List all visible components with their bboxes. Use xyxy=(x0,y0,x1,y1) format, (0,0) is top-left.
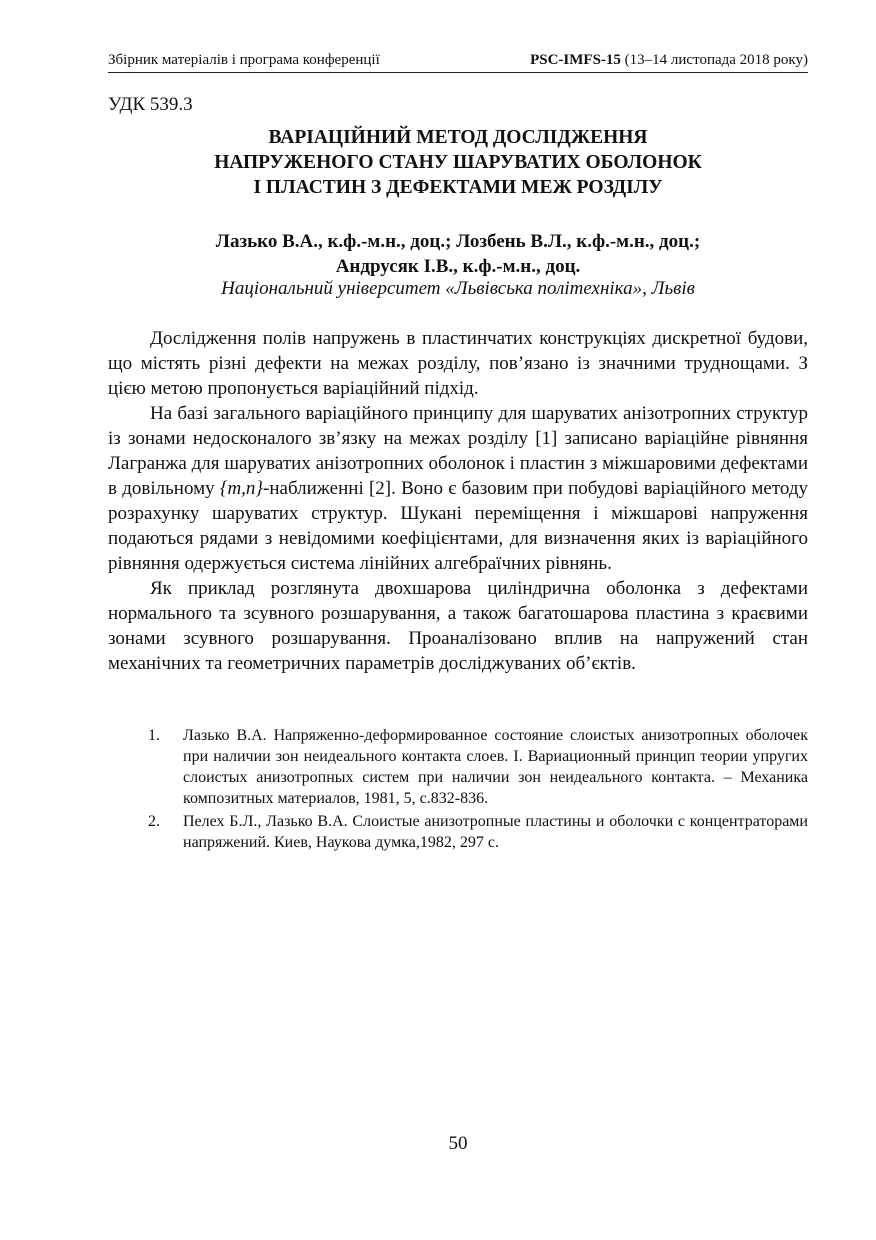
paragraph-2-start: На базі загального варіаційного принципу для шаруватих анізотропних структур із зонами недосконалого зв’язку на межах розділу [1] записано варіаційне рівняння Лагранжа для шаруватих анізотропних оболонок і пластин з міжшаровими дефектами в довільному xyxy=(108,403,808,499)
header-conference-code: PSC-IMFS-15 xyxy=(530,52,621,68)
reference-text: Лазько В.А. Напряженно-деформированное состояние слоистых анизотропных оболочек при наличии зон неидеального контакта слоев. I. Вариационный принцип теории упругих слоистых анизотропных систем при наличии зон неидеального контакта. – Механика композитных материалов, 1981, 5, с.832-836. xyxy=(183,727,808,807)
title-line-1: ВАРІАЦІЙНИЙ МЕТОД ДОСЛІДЖЕННЯ xyxy=(268,127,648,148)
paragraph-3: Як приклад розглянута двохшарова циліндрична оболонка з дефектами нормального та зсувного розшарування, а також багатошарова пластина з краєвими зонами зсувного розшарування. Проаналізовано вплив на напружений стан механічних та геометричних параметрів досліджуваних об’єктів. xyxy=(108,578,808,674)
udc-code: УДК 539.3 xyxy=(108,94,193,115)
reference-number: 1. xyxy=(148,727,160,744)
title-line-3: І ПЛАСТИН З ДЕФЕКТАМИ МЕЖ РОЗДІЛУ xyxy=(253,177,663,198)
header-conference-dates: (13–14 листопада 2018 року) xyxy=(620,52,808,68)
header-collection-title: Збірник матеріалів і програма конференції xyxy=(108,52,380,68)
reference-item xyxy=(148,725,808,809)
authors xyxy=(108,229,808,279)
paper-title xyxy=(108,125,808,200)
paragraph-1: Дослідження полів напружень в пластинчатих конструкціях дискретної будови, що містять різні дефекти на межах розділу, пов’язано із значними труднощами. З цією метою пропонується варіаційний підхід. xyxy=(108,328,808,399)
paragraph-2 xyxy=(108,401,808,576)
page-number: 50 xyxy=(448,1133,468,1154)
authors-line-1: Лазько В.А., к.ф.-м.н., доц.; Лозбень В.Л., к.ф.-м.н., доц.; xyxy=(215,231,701,252)
running-header xyxy=(108,50,808,73)
paragraph-2-end: -наближенні [2]. Воно є базовим при побудові варіаційного методу розрахунку шаруватих структур. Шукані переміщення і міжшарові напруження подаються рядами з невідомими коефіцієнтами, для визначення яких із варіаційного рівняння одержується система лінійних алгебраїчних рівнянь. xyxy=(108,478,808,574)
authors-line-2: Андрусяк І.В., к.ф.-м.н., доц. xyxy=(335,256,581,277)
abstract-body xyxy=(108,326,808,676)
reference-item xyxy=(148,811,808,853)
title-line-2: НАПРУЖЕНОГО СТАНУ ШАРУВАТИХ ОБОЛОНОК xyxy=(214,152,702,173)
references-list xyxy=(148,725,808,855)
math-m-n: {m,n} xyxy=(219,478,264,499)
reference-text: Пелех Б.Л., Лазько В.А. Слоистые анизотропные пластины и оболочки с концентраторами напряжений. Киев, Наукова думка,1982, 297 с. xyxy=(183,813,808,851)
affiliation: Національний університет «Львівська політехніка», Львів xyxy=(221,278,695,299)
reference-number: 2. xyxy=(148,813,160,830)
header-conference xyxy=(530,52,808,69)
